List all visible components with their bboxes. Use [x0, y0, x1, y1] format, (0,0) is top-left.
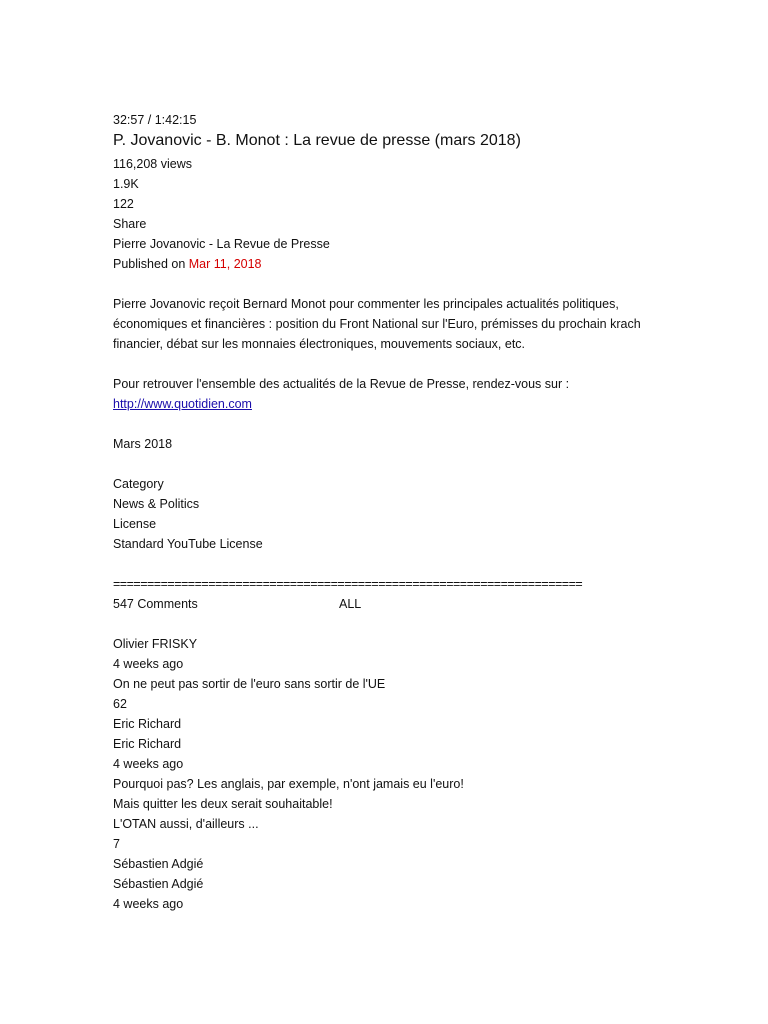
comment-text: On ne peut pas sortir de l'euro sans sortir de l'UE — [113, 677, 386, 691]
dislike-count: 122 — [113, 197, 134, 211]
separator-line: ===================================================================== — [113, 577, 583, 591]
comment-item — [113, 634, 713, 714]
description-link[interactable]: http://www.quotidien.com — [113, 397, 252, 411]
view-count: 116,208 views — [113, 157, 192, 171]
published-label: Published on — [113, 257, 186, 271]
license-label: License — [113, 517, 157, 531]
like-count: 1.9K — [113, 177, 139, 191]
comment-likes: 7 — [113, 837, 120, 851]
license-value: Standard YouTube License — [113, 537, 263, 551]
comment-text-line: L'OTAN aussi, d'ailleurs ... — [113, 817, 259, 831]
comment-time: 4 weeks ago — [113, 897, 184, 911]
description-paragraph: Pierre Jovanovic reçoit Bernard Monot pour commenter les principales actualités politiques, économiques et financières : position du Front National sur l'Euro, prémisses du prochain krach financier, débat sur les monnaies électroniques, mouvements sociaux, etc. — [113, 297, 641, 351]
category-label: Category — [113, 477, 164, 491]
comment-time: 4 weeks ago — [113, 757, 184, 771]
comment-author-link[interactable]: Eric Richard — [113, 717, 182, 731]
comments-header — [113, 594, 713, 614]
channel-name: Pierre Jovanovic - La Revue de Presse — [113, 237, 330, 251]
published-date: Mar 11, 2018 — [188, 257, 262, 271]
comments-filter[interactable]: ALL — [339, 597, 362, 611]
comment-item — [113, 714, 713, 854]
video-timestamp: 32:57 / 1:42:15 — [113, 113, 197, 127]
description-cta: Pour retrouver l'ensemble des actualités de la Revue de Presse, rendez-vous sur : — [113, 377, 570, 391]
comment-item — [113, 854, 713, 914]
comment-time: 4 weeks ago — [113, 657, 184, 671]
video-title: P. Jovanovic - B. Monot : La revue de presse (mars 2018) — [113, 132, 521, 149]
comment-author[interactable]: Eric Richard — [113, 737, 182, 751]
comment-likes: 62 — [113, 697, 127, 711]
comment-author[interactable]: Sébastien Adgié — [113, 877, 204, 891]
comment-text-line: Mais quitter les deux serait souhaitable! — [113, 797, 333, 811]
published-line — [113, 254, 713, 274]
description-month: Mars 2018 — [113, 437, 173, 451]
comments-count: 547 Comments — [113, 597, 198, 611]
comment-text-line: Pourquoi pas? Les anglais, par exemple, n'ont jamais eu l'euro! — [113, 777, 464, 791]
category-value: News & Politics — [113, 497, 200, 511]
share-label: Share — [113, 217, 147, 231]
comment-author[interactable]: Olivier FRISKY — [113, 637, 198, 651]
comment-author-link[interactable]: Sébastien Adgié — [113, 857, 204, 871]
document-page — [113, 110, 713, 914]
description-link-line — [113, 394, 713, 414]
